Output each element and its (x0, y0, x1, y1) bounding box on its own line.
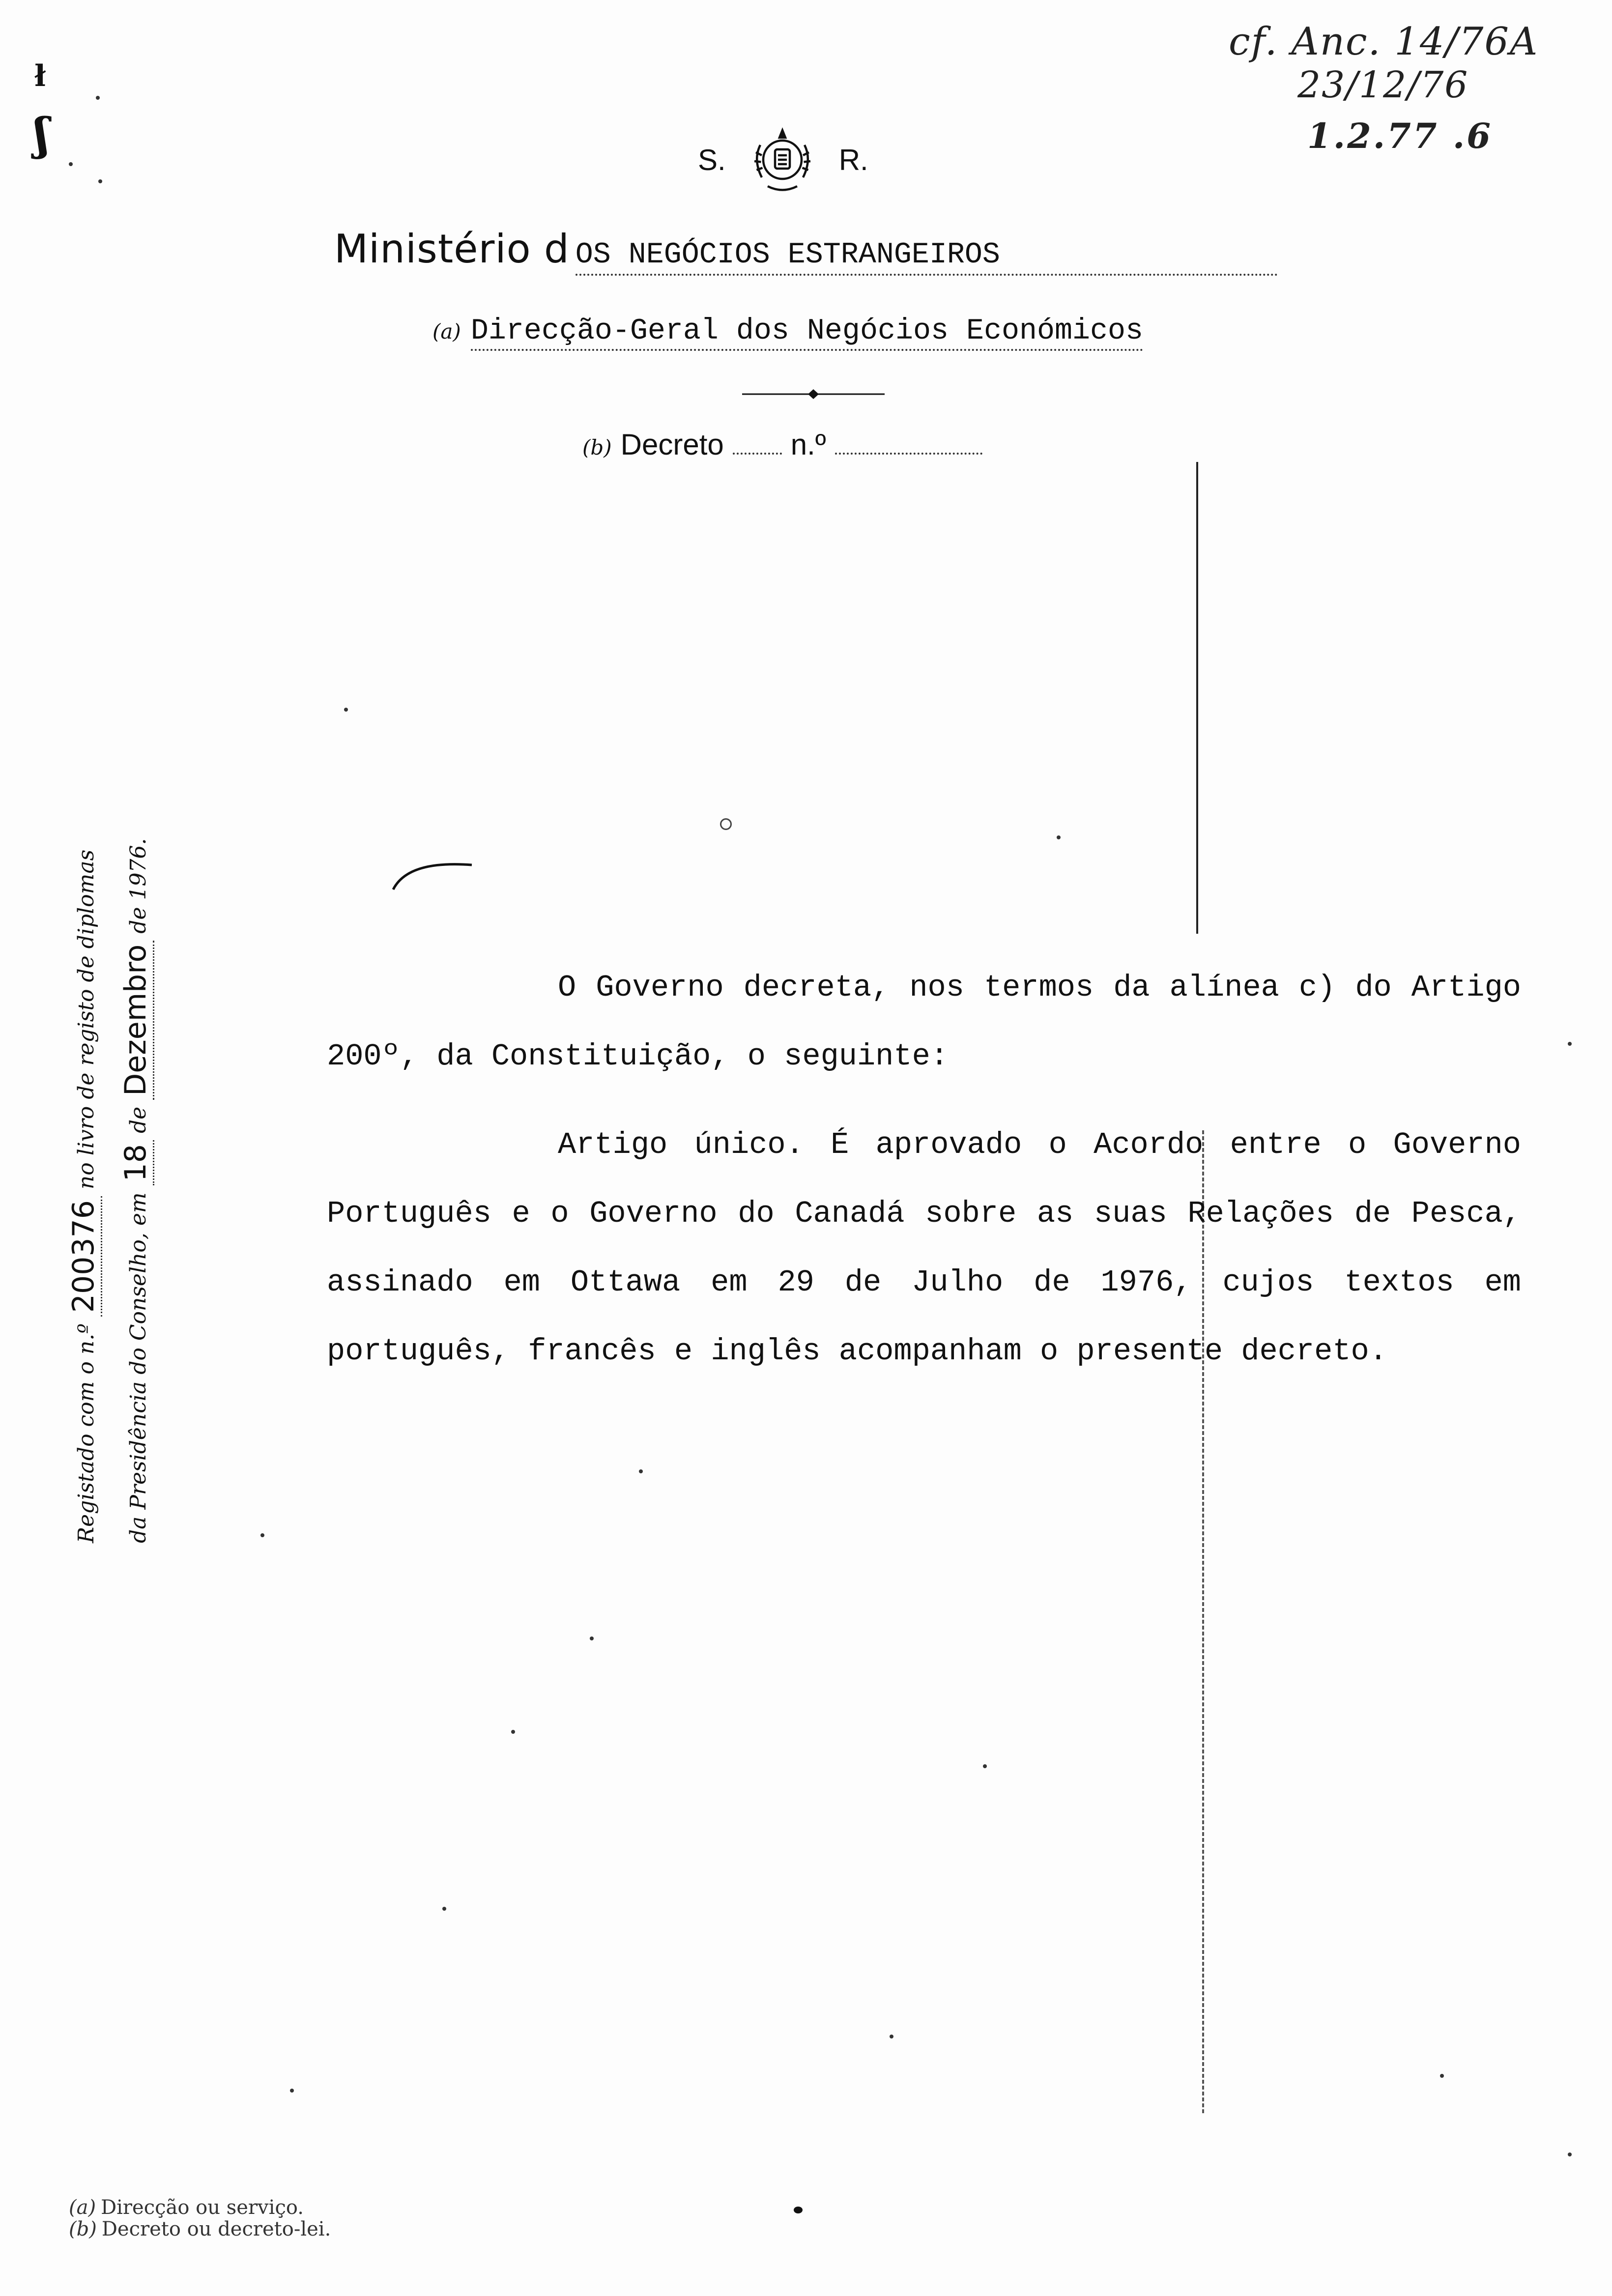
decreto-line (582, 428, 982, 461)
footnote-letter: (b) (69, 2218, 97, 2240)
footnote-b (69, 2218, 331, 2240)
speck (639, 1469, 643, 1473)
footnote-a (69, 2197, 331, 2218)
speck (260, 1533, 264, 1537)
registration-text: de (126, 1106, 151, 1134)
speck (290, 2089, 294, 2093)
speck (1568, 2152, 1572, 2156)
direccao-line (432, 315, 1143, 351)
handwritten-date: 23/12/76 (1297, 64, 1469, 106)
numero-blank (835, 453, 982, 455)
footnote-marker-b: (b) (582, 435, 612, 459)
fold-line (1196, 462, 1198, 934)
speck (69, 162, 73, 166)
registration-text: no livro de registo de diplomas (74, 849, 99, 1190)
speck (890, 2035, 893, 2038)
registration-text: Registado com o n.º (74, 1323, 99, 1543)
numero-label: n.º (790, 428, 826, 461)
state-header (698, 123, 868, 197)
ink-blot (794, 2207, 803, 2213)
speck (1440, 2074, 1444, 2078)
divider-ornament (742, 388, 885, 400)
decree-paragraph-2 (327, 1111, 1521, 1386)
decreto-blank (733, 453, 782, 455)
decree-paragraph-1 (327, 953, 1521, 1091)
handwritten-reference: cf. Anc. 14/76A (1229, 20, 1539, 64)
margin-mark: ł (34, 59, 46, 93)
ring-mark (720, 818, 732, 830)
speck (511, 1730, 515, 1734)
speck (344, 708, 348, 712)
paragraph-text: O Governo decreta, nos termos da alínea c) do Artigo 200º, da Constituição, o seguinte: (327, 970, 1521, 1074)
speck (983, 1764, 987, 1768)
speck (98, 179, 102, 183)
footnote-text: Decreto ou decreto-lei. (101, 2218, 331, 2240)
direccao-name: Direcção-Geral dos Negócios Económicos (471, 315, 1143, 351)
footnote-marker-a: (a) (432, 319, 461, 344)
speck (590, 1636, 594, 1640)
speck (1568, 1042, 1572, 1046)
footnote-text: Direcção ou serviço. (101, 2196, 304, 2219)
registration-line-1 (59, 659, 111, 1543)
registration-number: 200376 (66, 1196, 102, 1317)
registration-stamp (59, 659, 167, 1543)
ministry-line (334, 226, 1278, 276)
registration-text: de 1976. (126, 838, 151, 934)
coat-of-arms-icon (746, 123, 819, 197)
ministry-name: OS NEGÓCIOS ESTRANGEIROS (576, 238, 1278, 276)
ministry-prefix: Ministério d (334, 226, 570, 272)
registration-month: Dezembro (118, 941, 154, 1100)
footnotes (69, 2197, 331, 2240)
speck (442, 1907, 446, 1911)
decreto-label: Decreto (620, 428, 724, 461)
header-letter-r: R. (838, 143, 868, 176)
footnote-letter: (a) (69, 2196, 96, 2219)
registration-day: 18 (118, 1140, 154, 1185)
registration-line-2 (111, 659, 163, 1543)
speck (96, 96, 100, 100)
registration-text: da Presidência do Conselho, em (126, 1192, 151, 1543)
pen-stroke-mark (388, 855, 477, 894)
speck (1057, 835, 1061, 839)
decree-body (327, 953, 1521, 1386)
header-letter-s: S. (698, 143, 726, 176)
handwritten-stamp-date: 1.2.77 .6 (1307, 115, 1493, 156)
margin-mark: ʃ (34, 108, 49, 160)
paragraph-text: Artigo único. É aprovado o Acordo entre o Governo Português e o Governo do Canadá sobre as suas Relações de Pesca, assinado em Ottawa em 29 de Julho de 1976, cujos textos em português, francês e inglês acompanham o presente decreto. (327, 1127, 1521, 1369)
